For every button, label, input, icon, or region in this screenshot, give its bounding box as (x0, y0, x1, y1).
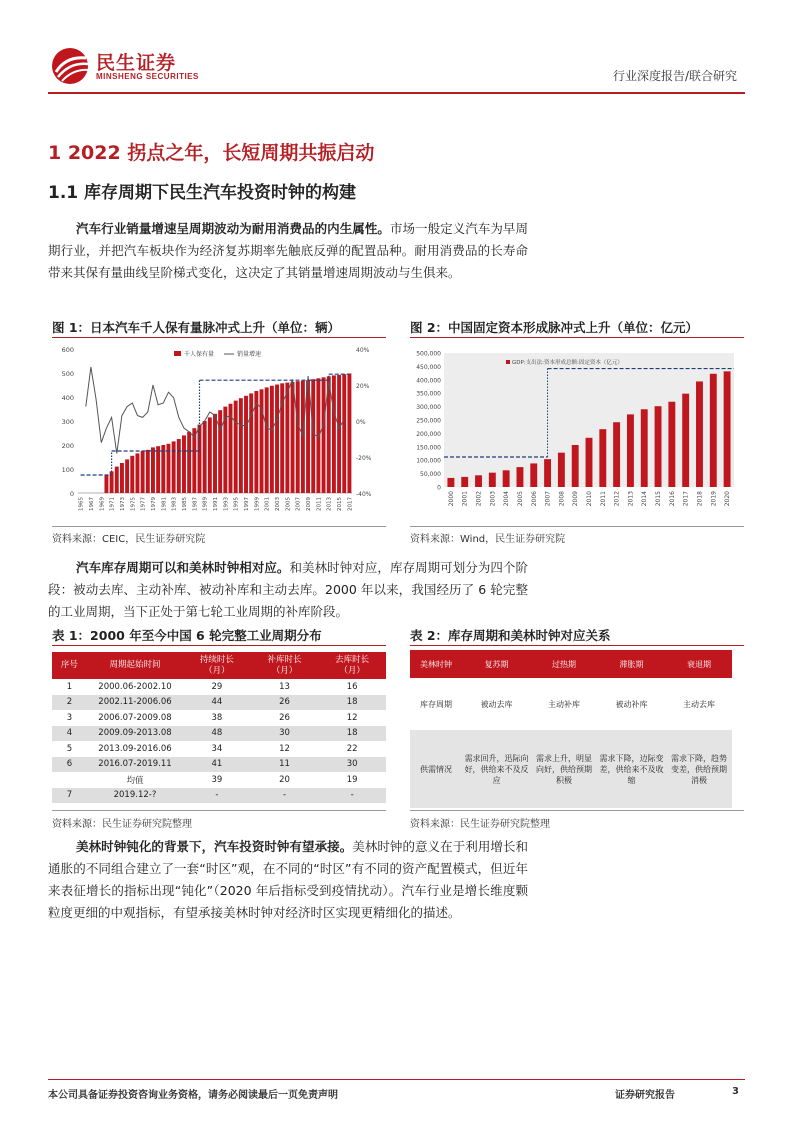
table-cell: 20 (251, 772, 319, 788)
figure-1-rule (52, 337, 386, 338)
x-tick-label: 2010 (586, 491, 593, 507)
bar-ownership (177, 439, 181, 493)
footer-divider (48, 1079, 745, 1080)
footer-report-label: 证券研究报告 (615, 1090, 675, 1101)
paragraph-2 (48, 557, 528, 623)
y-left-tick-label: 100 (61, 466, 74, 474)
page-number: 3 (732, 1086, 739, 1097)
x-tick-label: 2012 (613, 491, 621, 507)
x-tick-label: 2020 (724, 491, 732, 507)
table-2-cell: 需求下降，边际变差，供给来不及收缩 (597, 730, 666, 808)
bar-ownership (342, 374, 346, 493)
x-tick-label: 2018 (696, 491, 704, 507)
report-category: 行业深度报告/联合研究 (612, 69, 737, 83)
table-2-cell: 供需情况 (410, 730, 462, 808)
footer-disclaimer: 本公司具备证券投资咨询业务资格，请务必阅读最后一页免责声明 (48, 1090, 338, 1101)
figure-2-chart (410, 341, 744, 523)
paragraph-2-lead: 汽车库存周期可以和美林时钟相对应。 (76, 560, 290, 575)
x-tick-label: 1977 (140, 497, 147, 511)
table-cell: 44 (183, 695, 251, 711)
y-tick-label: 0 (437, 484, 441, 492)
table-cell: 2006.07-2009.08 (98, 712, 172, 723)
table-2 (410, 650, 732, 808)
bar-ownership (285, 383, 289, 493)
table-2-header: 衰退期 (666, 650, 732, 678)
bar-ownership (337, 375, 341, 493)
table-1-source: 资料来源：民生证券研究院整理 (52, 819, 192, 830)
paragraph-2-text: 和美林时钟对应，库存周期可划分为四个阶段：被动去库、主动补库、被动补库和主动去库。2000 年以来，我国经历了 6 轮完整的工业周期，当下正处于第七轮工业周期的补库阶段。 (48, 560, 528, 619)
x-tick-label: 2001 (461, 491, 469, 507)
table-cell: 29 (211, 681, 223, 692)
bar-ownership (203, 421, 207, 493)
table-2-row-supply-demand (410, 730, 732, 808)
bar-ownership (260, 389, 264, 493)
bar-ownership (146, 450, 150, 493)
y-tick-label: 500,000 (416, 350, 441, 358)
table-cell: 18 (318, 695, 386, 711)
table-cell: 2002.11-2006.06 (87, 695, 183, 711)
table-cell: 均值 (87, 772, 183, 788)
x-tick-label: 2005 (516, 491, 524, 507)
table-cell: 34 (211, 743, 223, 754)
x-tick-label: 1971 (109, 497, 116, 511)
bar-fixed-capital (530, 463, 537, 487)
table-cell: - (251, 788, 319, 804)
table-cell: 22 (346, 743, 358, 754)
bar-ownership (265, 387, 269, 493)
x-tick-label: 1965 (78, 497, 85, 511)
figure-1-chart (52, 341, 386, 523)
x-tick-label: 2000 (447, 491, 455, 507)
y-left-tick-label: 500 (61, 370, 74, 378)
x-tick-label: 2008 (558, 491, 566, 507)
x-tick-label: 2013 (627, 491, 635, 507)
figure-1-bottom-rule (52, 526, 386, 527)
table-cell: 12 (346, 712, 358, 723)
x-tick-label: 2006 (530, 491, 538, 507)
x-tick-label: 2002 (475, 491, 483, 507)
bar-ownership (291, 382, 295, 493)
table-cell: 38 (211, 712, 223, 723)
x-tick-label: 2003 (489, 491, 497, 507)
bar-ownership (141, 451, 145, 493)
bar-fixed-capital (572, 445, 579, 487)
x-tick-label: 2009 (572, 491, 580, 507)
bar-fixed-capital (613, 422, 620, 487)
x-tick-label: 2015 (655, 491, 663, 507)
bar-ownership (218, 410, 222, 493)
bar-fixed-capital (710, 374, 717, 487)
bar-ownership (130, 456, 134, 493)
table-cell: 2 (52, 695, 87, 711)
legend-swatch (506, 360, 510, 364)
bar-fixed-capital (586, 438, 593, 487)
y-right-tick-label: 20% (356, 383, 370, 390)
bar-ownership (239, 398, 243, 493)
table-cell: 1 (66, 681, 73, 692)
bar-ownership (161, 445, 165, 493)
x-tick-label: 2009 (306, 497, 313, 511)
bar-ownership (115, 467, 119, 493)
bar-ownership (172, 441, 176, 493)
bar-ownership (120, 463, 124, 493)
paragraph-3 (48, 836, 528, 924)
logo-text-cn: 民生证券 (96, 52, 177, 74)
x-tick-label: 1989 (202, 497, 209, 511)
table-cell: 6 (52, 757, 87, 773)
bar-ownership (296, 381, 300, 493)
bar-fixed-capital (627, 414, 634, 487)
y-tick-label: 450,000 (416, 363, 441, 371)
x-tick-label: 2004 (503, 491, 511, 507)
table-cell: 48 (183, 726, 251, 742)
bar-fixed-capital (447, 478, 454, 487)
bar-ownership (213, 414, 217, 493)
bar-fixed-capital (724, 371, 731, 487)
legend-swatch-ownership (174, 351, 181, 356)
table-cell: 30 (318, 757, 386, 773)
x-tick-label: 1979 (150, 497, 157, 511)
table-1-bottom-rule (52, 810, 386, 811)
y-right-tick-label: -20% (356, 455, 372, 462)
x-tick-label: 1993 (223, 497, 230, 511)
table-cell: 39 (183, 772, 251, 788)
bar-ownership (125, 459, 129, 493)
table-row (52, 741, 386, 757)
x-tick-label: 2017 (347, 497, 354, 511)
bar-ownership (322, 377, 326, 493)
bar-ownership (275, 385, 279, 493)
bar-fixed-capital (682, 394, 689, 487)
paragraph-3-lead: 美林时钟钝化的背景下，汽车投资时钟有望承接。 (76, 839, 353, 854)
table-2-source: 资料来源：民生证券研究院整理 (410, 819, 550, 830)
x-tick-label: 1995 (233, 497, 240, 511)
table-1-rule (52, 645, 386, 646)
legend-label: 千人保有量 (184, 351, 215, 358)
table-2-cell: 主动去库 (666, 678, 732, 730)
x-tick-label: 2007 (544, 491, 552, 507)
table-2-title: 表 2：库存周期和美林时钟对应关系 (410, 628, 611, 643)
x-tick-label: 1967 (88, 497, 95, 511)
y-left-tick-label: 200 (61, 442, 74, 450)
table-cell: 2000.06-2002.10 (98, 681, 172, 692)
bar-ownership (249, 393, 253, 493)
table-cell: 26 (279, 712, 290, 723)
table-row (52, 788, 386, 804)
bar-ownership (301, 381, 305, 493)
table-cell: 19 (318, 772, 386, 788)
table-2-bottom-rule (410, 810, 744, 811)
x-tick-label: 2015 (337, 497, 344, 511)
bar-fixed-capital (503, 470, 510, 487)
table-cell: 26 (251, 695, 319, 711)
paragraph-1 (48, 218, 528, 284)
figure-2-source: 资料来源：Wind，民生证券研究院 (410, 534, 566, 545)
table-cell: 18 (318, 726, 386, 742)
figure-2-title: 图 2：中国固定资本形成脉冲式上升（单位：亿元） (410, 320, 699, 335)
x-tick-label: 1983 (171, 497, 178, 511)
table-cell: 2016.07-2019.11 (87, 757, 183, 773)
table-2-cell: 主动补库 (531, 678, 597, 730)
table-cell: 12 (279, 743, 290, 754)
table-2-rule (410, 645, 744, 646)
section-heading: 1 2022 拐点之年，长短周期共振启动 (48, 142, 375, 164)
table-2-cell: 被动补库 (597, 678, 666, 730)
legend-label: 销量增速 (237, 351, 262, 358)
bar-ownership (156, 446, 160, 493)
table-1 (52, 652, 386, 803)
bar-ownership (332, 375, 336, 493)
table-1-header: 周期起始时间 (87, 652, 183, 679)
minsheng-logo-icon (48, 46, 92, 86)
bar-fixed-capital (668, 402, 675, 487)
table-row (52, 710, 386, 726)
table-2-header: 复苏期 (462, 650, 531, 678)
y-right-tick-label: 0% (356, 419, 366, 426)
x-tick-label: 2001 (264, 497, 271, 511)
x-tick-label: 2013 (326, 497, 333, 511)
y-right-tick-label: -40% (356, 491, 372, 498)
x-tick-label: 1981 (161, 497, 168, 511)
logo-text-en: MINSHENG SECURITIES (96, 72, 199, 81)
x-tick-label: 2014 (641, 491, 649, 507)
table-cell: 2013.09-2016.06 (98, 743, 172, 754)
table-2-cell: 需求下降，趋势变差，供给预期消极 (666, 730, 732, 808)
subsection-heading: 1.1 库存周期下民生汽车投资时钟的构建 (48, 183, 357, 203)
table-2-cell: 被动去库 (462, 678, 531, 730)
table-cell: 41 (183, 757, 251, 773)
table-2-cell: 库存周期 (410, 678, 462, 730)
x-tick-label: 1987 (192, 497, 199, 511)
x-tick-label: 2017 (682, 491, 690, 507)
table-2-cell: 需求上升，明显向好，供给预期积极 (531, 730, 597, 808)
y-left-tick-label: 0 (69, 490, 74, 498)
x-tick-label: 2007 (295, 497, 302, 511)
table-cell: 7 (52, 788, 87, 804)
table-row (52, 679, 386, 695)
figure-2-bottom-rule (410, 526, 744, 527)
y-tick-label: 400,000 (416, 377, 441, 385)
bar-ownership (311, 379, 315, 493)
table-cell: 2019.12-? (87, 788, 183, 804)
bar-ownership (347, 373, 351, 493)
x-tick-label: 2019 (710, 491, 718, 507)
table-cell: 2009.09-2013.08 (87, 726, 183, 742)
x-tick-label: 2011 (316, 497, 323, 511)
x-tick-label: 2003 (275, 497, 282, 511)
bar-ownership (208, 417, 212, 493)
table-cell: 11 (251, 757, 319, 773)
bar-ownership (151, 447, 155, 493)
table-2-row-inventory (410, 678, 732, 730)
figure-1-source: 资料来源：CEIC，民生证券研究院 (52, 534, 206, 545)
x-tick-label: 1991 (213, 497, 219, 511)
table-1-header: 持续时长（月） (183, 652, 251, 679)
bar-ownership (270, 386, 274, 493)
table-2-header: 美林时钟 (410, 650, 462, 678)
table-cell: 4 (52, 726, 87, 742)
table-cell: 16 (346, 681, 358, 692)
table-cell: 3 (66, 712, 73, 723)
bar-ownership (104, 475, 108, 493)
table-2-header-row (410, 650, 732, 678)
y-left-tick-label: 400 (61, 394, 74, 402)
x-tick-label: 2005 (285, 497, 292, 511)
x-tick-label: 1999 (254, 497, 261, 511)
bar-ownership (244, 396, 248, 493)
table-2-header: 滞胀期 (597, 650, 666, 678)
page-header (0, 0, 793, 100)
x-tick-label: 1973 (119, 497, 126, 511)
y-right-tick-label: 40% (356, 347, 370, 354)
table-cell: - (183, 788, 251, 804)
x-tick-label: 1985 (181, 497, 188, 511)
table-row (52, 772, 386, 788)
x-tick-label: 2016 (668, 491, 676, 507)
paragraph-1-lead: 汽车行业销量增速呈周期波动为耐用消费品的内生属性。 (76, 221, 390, 236)
y-left-tick-label: 300 (61, 418, 74, 426)
bar-fixed-capital (599, 429, 606, 487)
table-cell (52, 772, 87, 788)
table-2-cell: 需求回升，迅际向好，供给来不及反应 (462, 730, 531, 808)
x-tick-label: 2011 (599, 491, 607, 507)
bar-ownership (182, 435, 186, 493)
table-row (52, 695, 386, 711)
bar-ownership (187, 432, 191, 493)
y-tick-label: 300,000 (416, 404, 441, 412)
bar-ownership (234, 401, 238, 493)
table-row (52, 757, 386, 773)
y-tick-label: 50,000 (420, 471, 441, 479)
bar-fixed-capital (489, 473, 496, 487)
table-cell: 5 (66, 743, 73, 754)
bar-fixed-capital (475, 475, 482, 487)
paragraph-1-text: 市场一般定义汽车为早周期行业，并把汽车板块作为经济复苏期率先触底反弹的配置品种。耐用消费品的长寿命带来其保有量曲线呈阶梯式变化，这决定了其销量增速周期波动与生俱来。 (48, 221, 528, 280)
paragraph-3-text: 美林时钟的意义在于利用增长和通胀的不同组合建立了一套“时区”观，在不同的“时区”有不同的资产配置模式，但近年来表征增长的指标出现“钝化”（2020 年后指标受到疫情扰动）。汽车行业是增长维度颗粒度更细的中观指标，有望承接美林时钟对经济时区实现更精细化的描述。 (48, 839, 528, 920)
legend-label: GDP:支出法:资本形成总额:固定资本（亿元） (512, 360, 623, 366)
x-tick-label: 1975 (130, 497, 137, 511)
table-cell: 30 (251, 726, 319, 742)
bar-fixed-capital (696, 381, 703, 487)
table-2-header: 过热期 (531, 650, 597, 678)
table-1-header-row (52, 652, 386, 679)
y-tick-label: 250,000 (416, 417, 441, 425)
table-1-header: 去库时长（月） (318, 652, 386, 679)
table-row (52, 726, 386, 742)
x-tick-label: 1969 (99, 497, 106, 511)
bar-fixed-capital (641, 409, 648, 487)
bar-fixed-capital (461, 477, 468, 487)
figure-2-rule (410, 337, 744, 338)
bar-fixed-capital (558, 453, 565, 487)
header-divider (48, 92, 745, 94)
bar-fixed-capital (655, 406, 662, 487)
table-1-title: 表 1：2000 年至今中国 6 轮完整工业周期分布 (52, 628, 322, 643)
y-tick-label: 150,000 (416, 444, 441, 452)
y-tick-label: 200,000 (416, 430, 441, 438)
bar-fixed-capital (517, 467, 524, 487)
x-tick-label: 1997 (244, 497, 251, 511)
table-1-header: 序号 (52, 652, 87, 679)
figure-1-title: 图 1：日本汽车千人保有量脉冲式上升（单位：辆） (52, 320, 341, 335)
y-left-tick-label: 600 (61, 346, 74, 354)
bar-fixed-capital (544, 459, 551, 487)
table-1-header: 补库时长（月） (251, 652, 319, 679)
y-tick-label: 100,000 (416, 457, 441, 465)
table-cell: 13 (279, 681, 290, 692)
table-cell: - (318, 788, 386, 804)
bar-ownership (135, 453, 139, 493)
y-tick-label: 350,000 (416, 390, 441, 398)
